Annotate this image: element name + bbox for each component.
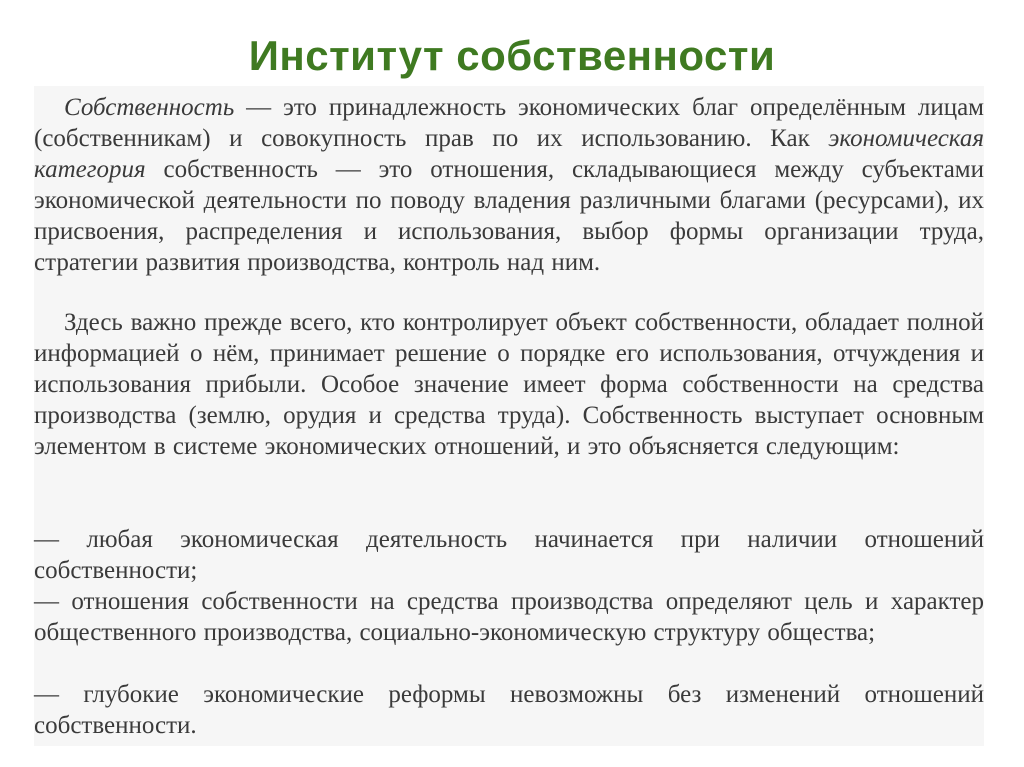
- list-item: — любая экономическая деятельность начинается при наличии отношений собственности;: [34, 526, 984, 584]
- term-property: Собственность: [64, 94, 235, 121]
- explanation-paragraph: Здесь важно прежде всего, кто контролирует объект собственности, обладает полной информацией о нём, принимает решение о порядке его использования, отчуждения и использования прибыли. Особое значение имеет форма собственности на средства производства (землю, орудия и средства труда). Собственность выступает основным элементом в системе экономических отношений, и это объясняется следующим:: [34, 309, 984, 460]
- list-item: — глубокие экономические реформы невозможны без изменений отношений собственности.: [34, 681, 984, 739]
- textbook-excerpt: [34, 86, 984, 746]
- definition-paragraph: [34, 92, 984, 278]
- definition-text-part-1: — это принадлежность экономических благ определённым лицам (собственникам) и совокупность прав по их использованию. Как: [34, 94, 984, 152]
- slide-title: Институт собственности: [248, 32, 776, 79]
- term-economic-category: экономическая категория: [34, 125, 984, 183]
- definition-text-part-2: собственность — это отношения, складывающиеся между субъектами экономической деятельности по поводу владения различными благами (ресурсами), их присвоения, распределения и использования, выбор формы организации труда, стратегии развития производства, контроль над ним.: [34, 156, 984, 276]
- list-item: — отношения собственности на средства производства определяют цель и характер общественного производства, социально-экономическую структуру общества;: [34, 588, 984, 646]
